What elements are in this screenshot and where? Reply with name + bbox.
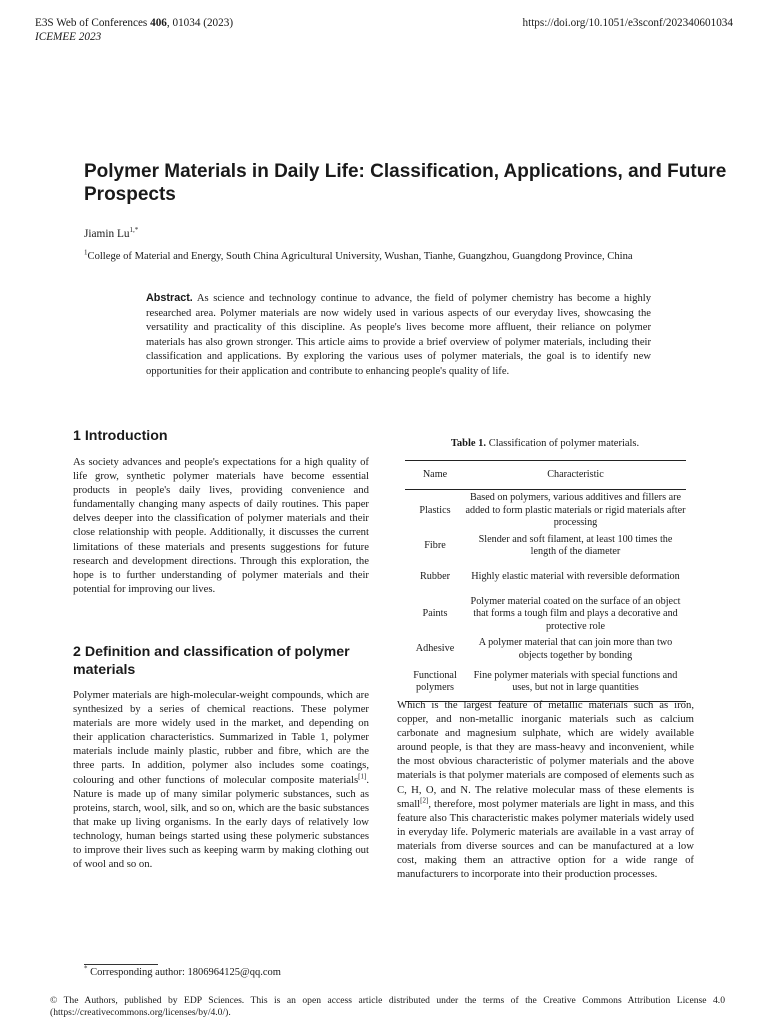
conference-name: ICEMEE 2023 bbox=[35, 31, 102, 43]
right-column-text-a: Which is the largest feature of metallic materials such as iron, copper, and non-metallic inorganic materials such as calcium carbonate and magnesium sulphate, which are widely available around people, is that they are mass-heavy and inconvenient, while the most obvious characteristic of polymer materials and the above materials is that polymer materials are composed of elements such as C, H, O, and N. The relative molecular mass of these elements is small bbox=[397, 699, 694, 810]
author-marks: 1,* bbox=[129, 226, 139, 235]
table-cell-characteristic: Polymer material coated on the surface of an object that forms a tough film and plays a decorative and protective role bbox=[470, 596, 681, 632]
table-cell-name: Plastics bbox=[419, 504, 451, 516]
license-notice: © The Authors, published by EDP Sciences. This is an open access article distributed under the terms of the Creative Commons Attribution License 4.0 (https://creativecommons.org/licenses/by/4.0/). bbox=[50, 995, 725, 1018]
table-cell-name: Rubber bbox=[420, 570, 450, 582]
affiliation bbox=[84, 248, 744, 262]
table-cell-characteristic: Fine polymer materials with special functions and uses, but not in large quantities bbox=[473, 670, 678, 694]
table-header-row bbox=[405, 461, 686, 490]
citation-2[interactable]: [2] bbox=[420, 796, 429, 805]
table-caption-label: Table 1. bbox=[450, 438, 487, 449]
section-1-heading: 1 Introduction bbox=[73, 428, 168, 444]
abstract bbox=[146, 291, 651, 380]
author-name: Jiamin Lu bbox=[84, 228, 130, 240]
table-cell-name: Paints bbox=[422, 608, 448, 620]
section-2-text-b: . Nature is made up of many similar polymeric substances, such as proteins, starch, wool, silk, and so on, which are the basic substances that make up living organisms. In the early days of relatively low technology, human beings started using these polymeric substances to improve their lives such as keeping warm by making clothing out of wool and so on. bbox=[73, 773, 369, 871]
table-cell-characteristic: Slender and soft filament, at least 100 times the length of the diameter bbox=[478, 533, 673, 557]
table-row bbox=[405, 532, 686, 561]
table-cell-name: Fibre bbox=[424, 539, 446, 551]
table-cell-name: Adhesive bbox=[415, 643, 455, 655]
table-caption bbox=[404, 438, 686, 449]
section-2-text-a: Polymer materials are high-molecular-weight compounds, which are synthesized by a series of chemical reactions. These polymer materials are more widely used in the market, and depending on their application characteristics. Summarized in Table 1, polymer materials include mainly plastic, rubber and fibre, which are the three parts. In addition, polymer also includes some coatings, colouring and other functions of molecular composite materials bbox=[73, 689, 369, 786]
abstract-text: As science and technology continue to advance, the field of polymer chemistry has become a highly researched area. Polymer materials are now widely used in various aspects of our everyday lives, showcasing the versatility and practicality of this discipline. As people's lives become more affluent, their reliance on polymer materials has also grown stronger. This article aims to provide a brief overview of polymer materials, including their classification and applications. By exploring the various uses of polymer materials, the goal is to identify new opportunities for their application and contribute to enhancing people's quality of life. bbox=[146, 293, 651, 377]
citation-1[interactable]: [1] bbox=[358, 772, 367, 780]
journal-volume: 406 bbox=[150, 17, 167, 29]
table-row bbox=[405, 561, 686, 594]
author-line bbox=[84, 228, 138, 240]
doi-link[interactable]: https://doi.org/10.1051/e3sconf/202340601034 bbox=[522, 17, 733, 29]
section-2-heading: 2 Definition and classification of polymer materials bbox=[73, 644, 350, 678]
journal-issue: , 01034 (2023) bbox=[166, 17, 234, 29]
table-header-name: Name bbox=[422, 468, 448, 480]
table-cell-characteristic: A polymer material that can join more than two objects together by bonding bbox=[478, 637, 673, 661]
journal-header bbox=[35, 16, 233, 44]
classification-table bbox=[405, 460, 686, 702]
table-caption-text: Classification of polymer materials. bbox=[486, 438, 640, 449]
table-row bbox=[405, 490, 686, 532]
paper-title: Polymer Materials in Daily Life: Classification, Applications, and Future Prospects bbox=[84, 161, 727, 205]
table-row bbox=[405, 636, 686, 664]
table-row bbox=[405, 664, 686, 702]
right-column-text bbox=[397, 698, 694, 881]
table-row bbox=[405, 594, 686, 636]
footnote bbox=[84, 964, 281, 978]
table-header-characteristic: Characteristic bbox=[547, 468, 604, 480]
table-cell-characteristic: Based on polymers, various additives and fillers are added to form plastic materials or rigid materials after processing bbox=[465, 492, 686, 528]
footnote-mark: * bbox=[84, 964, 88, 973]
table-cell-characteristic: Highly elastic material with reversible deformation bbox=[471, 570, 680, 582]
footnote-text: Corresponding author: 1806964125@qq.com bbox=[87, 967, 281, 978]
affiliation-mark: 1 bbox=[84, 248, 88, 257]
table-cell-name: Functional polymers bbox=[413, 670, 457, 694]
section-2-text bbox=[73, 688, 369, 871]
section-1-text: As society advances and people's expectations for a high quality of life grow, synthetic polymer materials have become essential products in people's daily lives, providing convenience and fundamentally changing many aspects of daily routines. This paper delves deeper into the classification of polymer materials and their close relationship with people. Additionally, it discusses the current limitations of these materials and presents suggestions for future research and development directions. Through this exploration, the hope is to further understanding of polymer materials and their potential for improving our lives. bbox=[73, 456, 369, 595]
journal-name: E3S Web of Conferences bbox=[35, 17, 151, 29]
affiliation-text: College of Material and Energy, South China Agricultural University, Wushan, Tianhe, Guangzhou, Guangdong Province, China bbox=[87, 251, 633, 262]
abstract-label: Abstract. bbox=[146, 292, 193, 304]
right-column-text-b: , therefore, most polymer materials are light in mass, and this feature also This characteristic makes polymer materials widely used in everyday life. Polymeric materials are available in a vast array of materials from diverse sources and can be manufactured at a low cost, making them an attractive option for a wide range of manufacturers to incorporate into their production processes. bbox=[397, 797, 694, 881]
footnote-rule bbox=[84, 964, 158, 965]
